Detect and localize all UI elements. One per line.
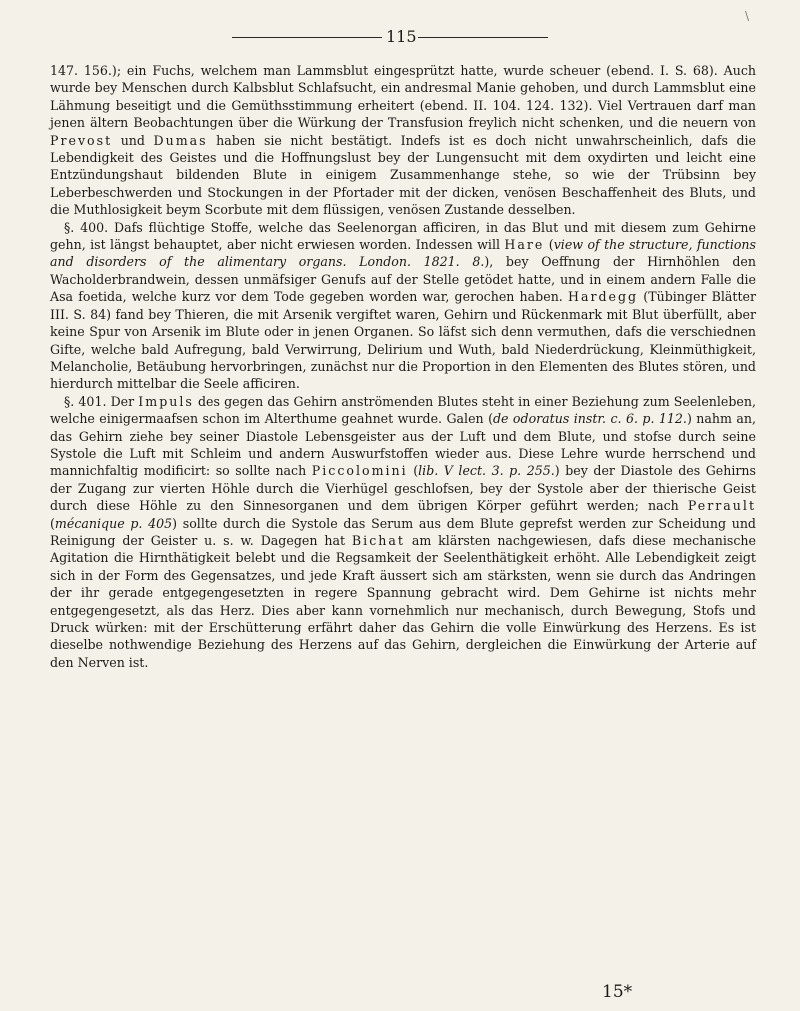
citation: mécanique p. 405 bbox=[54, 515, 173, 531]
paragraph-1: 147. 156.); ein Fuchs, welchem man Lammsblut eingesprützt hatte, wurde scheuer (ebend. I. S. 68). Auch wurde bey Menschen durch Kalbsblut Schlafsucht, ein andresmal Manie gehoben, und durch Lammsblut eine Lähmung beseitigt und die Gemüthsstimmung erheitert (ebend. II. 104. 124. 132). Viel Vertrauen darf man jenen ältern Beobachtungen über die Würkung der Transfusion freylich nicht schenken, und die neuern von Prevost und Dumas haben sie nicht bestätigt. Indefs ist es doch nicht unwahrscheinlich, dafs die Lebendigkeit des Geistes und die Hoffnungslust bey der Lungensucht mit dem oxydirten und leicht eine Entzündungshaut bildenden Blute in einigem Zusammenhange stehe, so wie der Trübsinn bey Leberbeschwerden und Stockungen in der Pfortader mit der dicken, venösen Beschaffenheit des Bluts, und die Muthlosigkeit beym Scorbute mit dem flüssigen, venösen Zustande desselben. bbox=[50, 63, 756, 218]
paragraph-400: §. 400. Dafs flüchtige Stoffe, welche das Seelenorgan afficiren, in das Blut und mit diesem zum Gehirne gehn, ist längst behauptet, aber nicht erwiesen worden. Indessen will Hare (view of the structure, functions and disorders of the alimentary organs. London. 1821. 8.), bey Oeffnung der Hirnhöhlen den Wacholderbrandwein, dessen unmäfsiger Genufs auf der Stelle getödet hatte, und in einem andern Falle die Asa foetida, welche kurz vor dem Tode gegeben worden war, gerochen haben. Hardegg (Tübinger Blätter III. S. 84) fand bey Thieren, die mit Arsenik vergiftet waren, Gehirn und Rückenmark mit Blut überfüllt, aber keine Spur von Arsenik im Blute oder in jenen Organen. So läfst sich denn vermuthen, dafs die verschiednen Gifte, welche bald Aufregung, bald Verwirrung, Delirium und Wuth, bald Niederdrückung, Kleinmüthigkeit, Melancholie, Betäubung hervorbringen, zunächst nur die Proportion in den Elementen des Blutes stören, und hierdurch mittelbar die Seele afficiren. bbox=[50, 219, 757, 392]
signature-mark: 15* bbox=[602, 982, 633, 1002]
author-name: Hare bbox=[504, 237, 545, 253]
paragraph-401: §. 401. Der Impuls des gegen das Gehirn anströmenden Blutes steht in einer Beziehung zum Seelenleben, welche einigermaafsen schon im Alterthume geahnet wurde. Galen (de odoratus instr. c. 6. p. 112.) nahm an, das Gehirn ziehe bey seiner Diastole Lebensgeister aus der Luft und dem Blute, und stofse durch seine Systole die Luft mit Schleim und andern Auswurfstoffen wieder aus. Diese Lehre wurde herrschend und mannichfaltig modificirt: so sollte nach Piccolomini (lib. V lect. 3. p. 255.) bey der Diastole des Gehirns der Zugang zur vierten Höhle durch die Vierhügel geschlofsen, bey der Systole aber der thierische Geist durch diese Höhle zu den Sinnesorganen und dem übrigen Körper geführt werden; nach Perrault (mécanique p. 405) sollte durch die Systole das Serum aus dem Blute geprefst werden zur Scheidung und Reinigung der Geister u. s. w. Dagegen hat Bichat am klärsten nachgewiesen, dafs diese mechanische Agitation die Hirnthätigkeit belebt und die Regsamkeit der Seelenthätigkeit erhöht. Alle Lebendigkeit zeigt sich in der Form des Gegensatzes, und jede Kraft äussert sich am stärksten, wenn sie durch das Andringen der ihr gerade entgegengesetzten in regere Spannung gebracht wird. Dem Gehirne ist nichts mehr entgegengesetzt, als das Herz. Dies aber kann vornehmlich nur mechanisch, durch Bewegung, Stofs und Druck würken: mit der Erschütterung erfährt daher das Gehirn die volle Einwürkung des Herzens. Es ist dieselbe nothwendige Beziehung des Herzens auf das Gehirn, dergleichen die Einwürkung der Arterie auf den Nerven ist. bbox=[50, 393, 756, 670]
author-name: Bichat bbox=[351, 532, 405, 548]
citation: view of the structure, functions and disorders of the alimentary organs. London. 1821. 8. bbox=[50, 237, 757, 270]
citation: de odoratus instr. c. 6. p. 112. bbox=[492, 411, 687, 427]
author-name: Prevost bbox=[50, 132, 113, 148]
header-rule-right bbox=[418, 37, 548, 38]
page-header bbox=[0, 7, 800, 47]
author-name: Perrault bbox=[687, 498, 756, 514]
author-name: Dumas bbox=[153, 132, 208, 148]
author-name: Piccolomini bbox=[311, 463, 408, 479]
author-name: Hardegg bbox=[567, 289, 639, 305]
body-text bbox=[50, 62, 756, 671]
header-rule-left bbox=[232, 37, 382, 38]
emphasis-term: Impuls bbox=[138, 393, 194, 409]
citation: lib. V lect. 3. p. 255. bbox=[418, 463, 555, 479]
page-number: 115 bbox=[386, 27, 417, 46]
corner-mark: \ bbox=[745, 9, 750, 23]
